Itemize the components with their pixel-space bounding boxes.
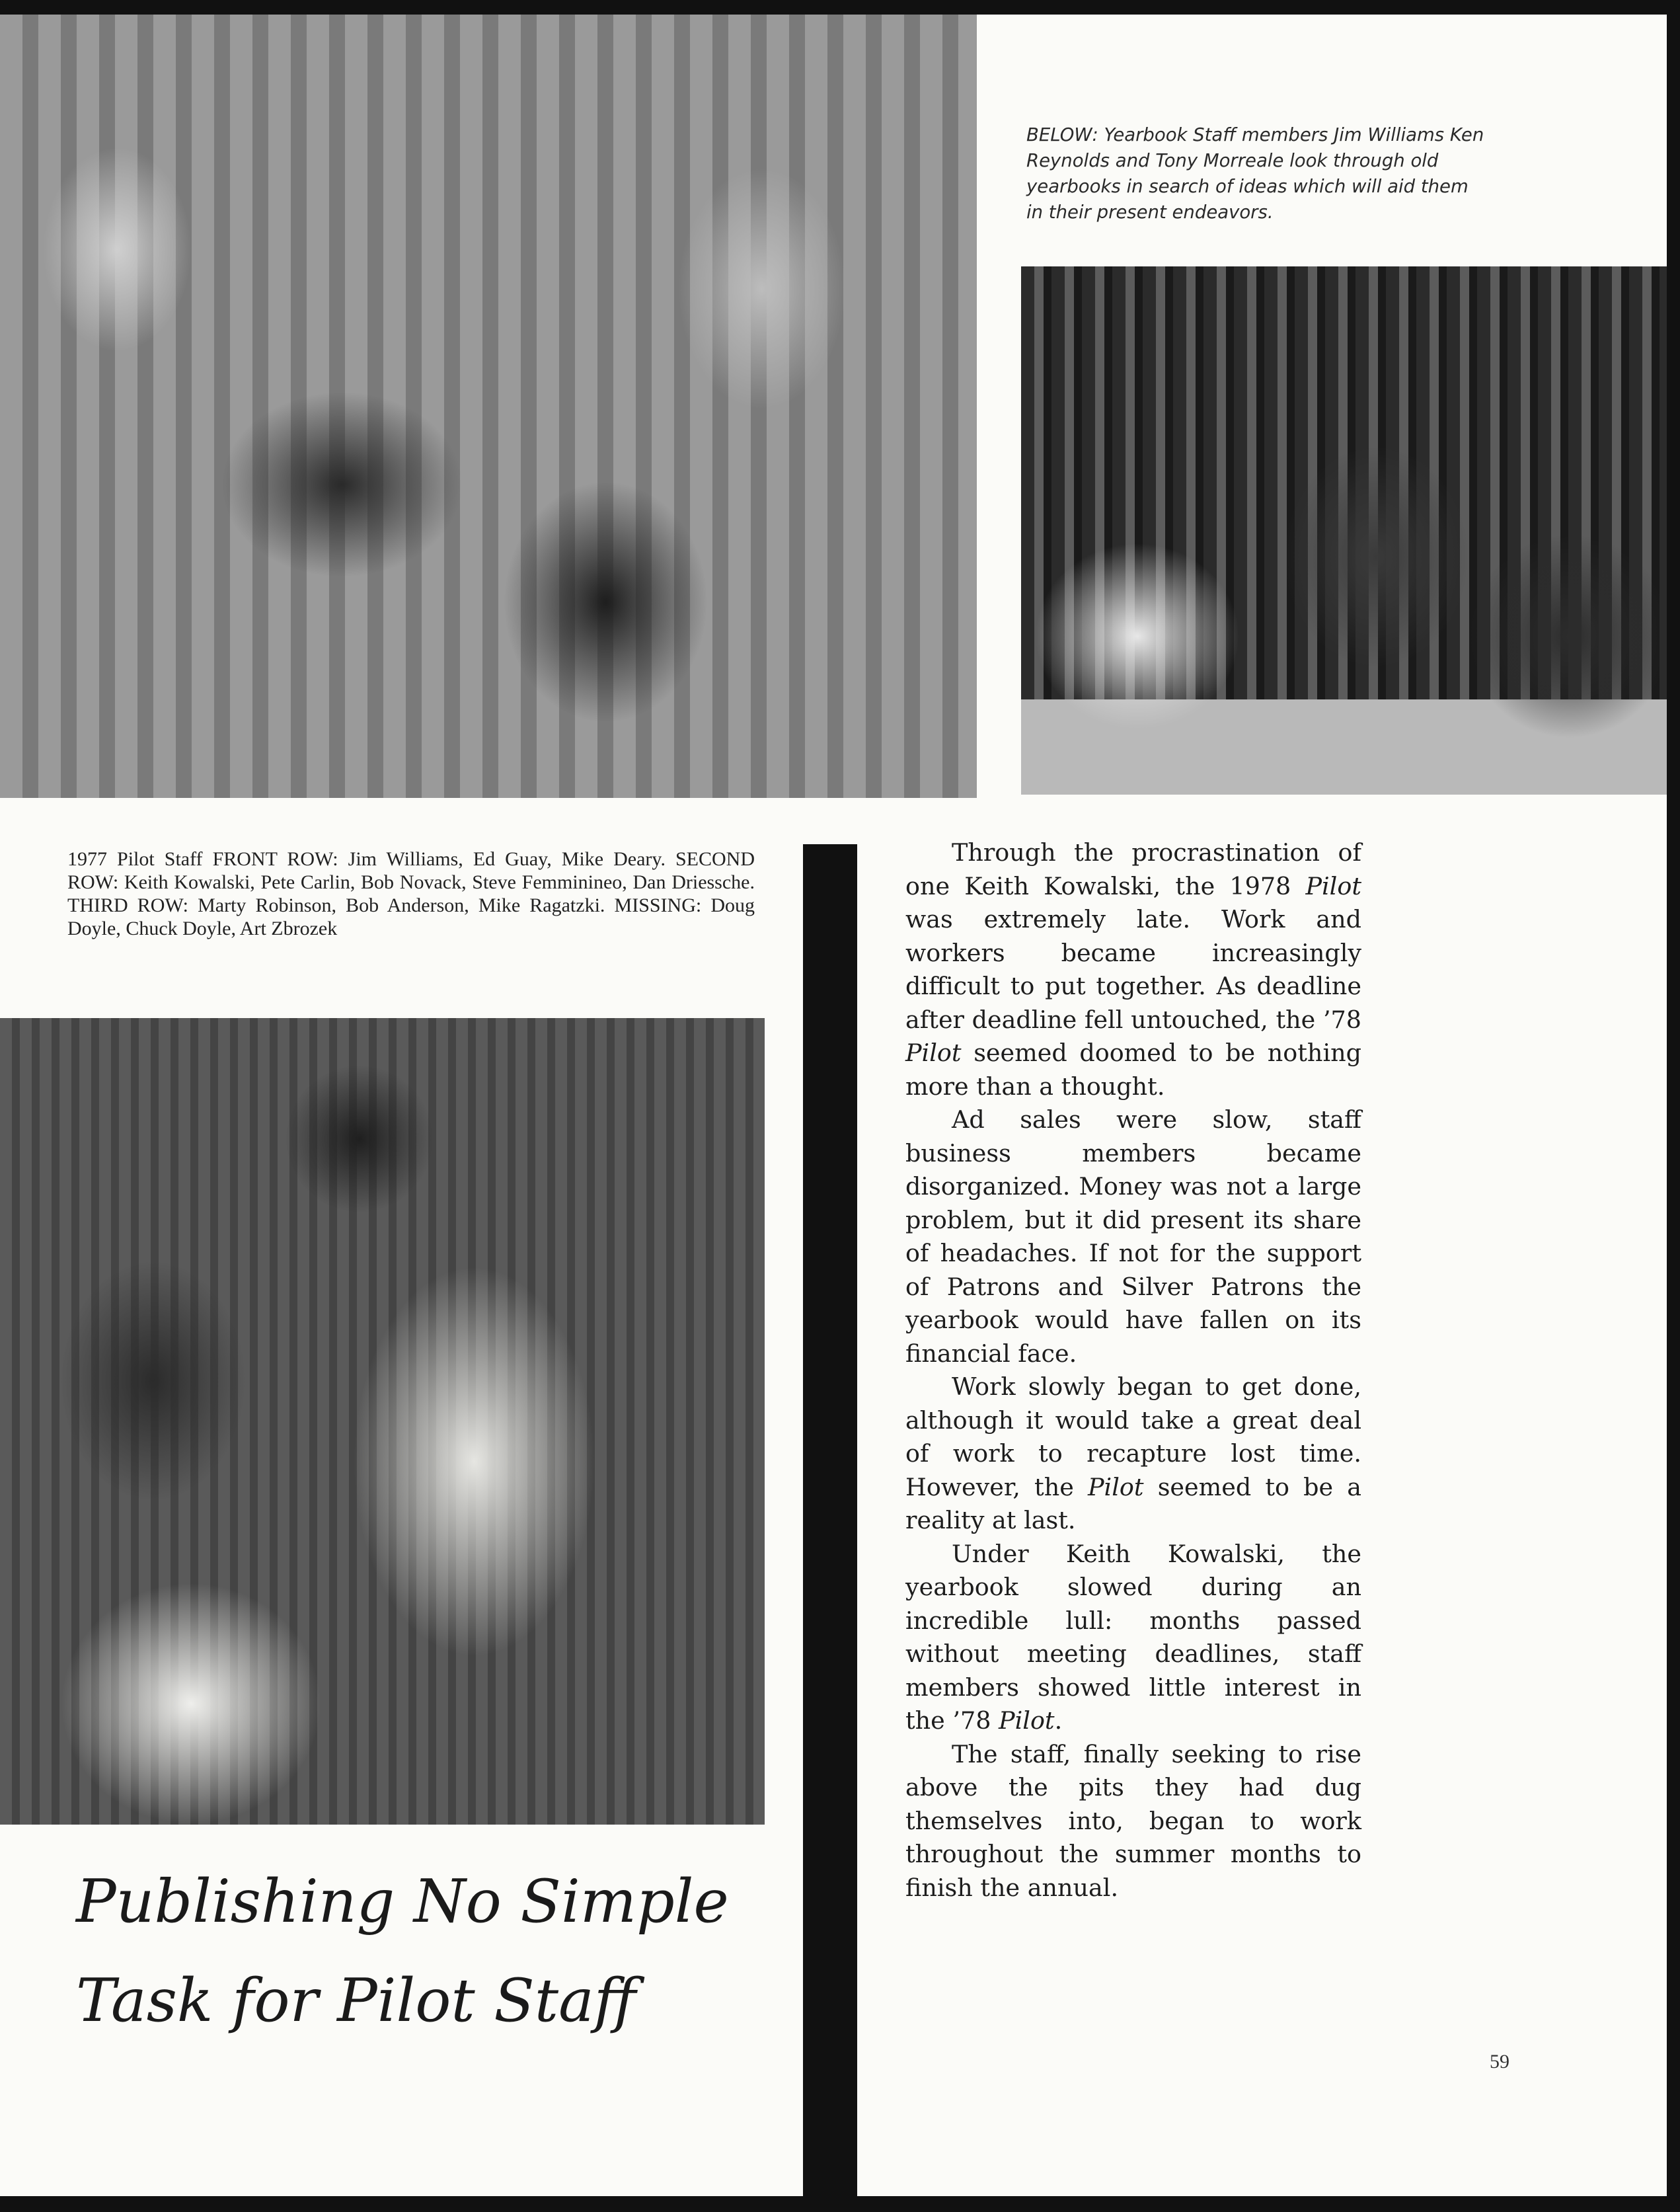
staff-working-photo bbox=[0, 1018, 765, 1825]
article-paragraph-2: Ad sales were slow, staff business members became disorganized. Money was not a large problem, but it did present its share of headaches. If not for the support of Patrons and Silver Patrons the yearbook would have fallen on its financial face. bbox=[905, 1105, 1361, 1368]
article-paragraph-5: The staff, finally seeking to rise above the pits they had dug themselves into, began to work throughout the summer months to finish the annual. bbox=[905, 1739, 1361, 1902]
black-divider-bar bbox=[803, 844, 857, 2196]
article-body bbox=[905, 836, 1361, 1905]
headline-line-2: Task for Pilot Staff bbox=[76, 1966, 636, 2035]
staff-group-photo bbox=[0, 15, 977, 798]
library-photo-caption: BELOW: Yearbook Staff members Jim Williams Ken Reynolds and Tony Morreale look through old yearbooks in search of ideas which will aid them in their present endeavors. bbox=[1026, 124, 1484, 223]
scan-border-right bbox=[1667, 0, 1680, 2212]
staff-photo-caption: 1977 Pilot Staff FRONT ROW: Jim Williams, Ed Guay, Mike Deary. SECOND ROW: Keith Kowalski, Pete Carlin, Bob Novack, Steve Femminineo, Dan Driessche. THIRD ROW: Marty Robinson, Bob Anderson, Mike Ragatzki. MISSING: Doug Doyle, Chuck Doyle, Art Zbrozek bbox=[67, 848, 755, 939]
article-paragraph-3: Work slowly began to get done, although it would take a great deal of work to recapture lost time. However, the Pilot seemed to be a reality at last. bbox=[905, 1372, 1362, 1534]
scan-border-bottom bbox=[0, 2196, 1680, 2212]
page-headline bbox=[76, 1852, 790, 2051]
article-paragraph-4: Under Keith Kowalski, the yearbook slowed during an incredible lull: months passed without meeting deadlines, staff members showed little interest in the ’78 Pilot. bbox=[905, 1539, 1361, 1735]
headline-line-1: Publishing No Simple bbox=[76, 1867, 729, 1936]
article-paragraph-1: Through the procrastination of one Keith Kowalski, the 1978 Pilot was extremely late. Work and workers became increasingly difficult to put together. As deadline after deadline fell untouched, the ’78 Pilot seemed doomed to be nothing more than a thought. bbox=[905, 838, 1361, 1101]
library-yearbook-photo bbox=[1021, 266, 1667, 795]
scan-border-top bbox=[0, 0, 1680, 15]
page-number: 59 bbox=[1490, 2051, 1509, 2073]
